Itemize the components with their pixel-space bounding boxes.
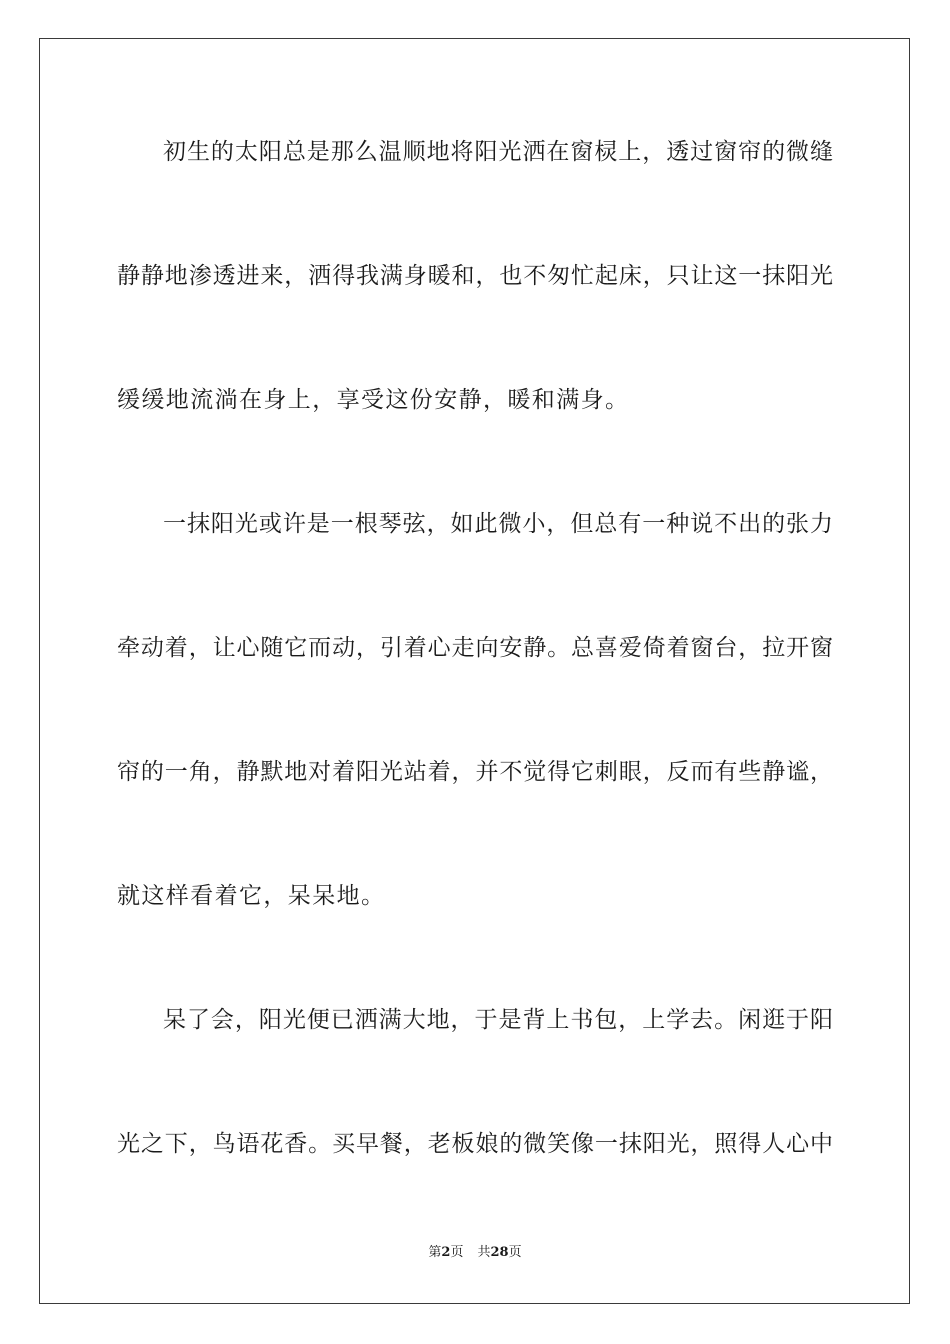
- total-prefix: 共: [477, 1245, 491, 1260]
- paragraph-1-line-3: 缓缓地流淌在身上，享受这份安静，暖和满身。: [117, 387, 630, 413]
- current-page-number: 2: [441, 1245, 451, 1260]
- total-suffix: 页: [508, 1245, 522, 1260]
- paragraph-1-line-1: 初生的太阳总是那么温顺地将阳光洒在窗棂上，透过窗帘的微缝: [163, 139, 833, 165]
- total-page-count: 28: [490, 1245, 509, 1260]
- paragraph-2-line-2: 牵动着，让心随它而动，引着心走向安静。总喜爱倚着窗台，拉开窗: [117, 635, 833, 661]
- paragraph-2-line-3: 帘的一角，静默地对着阳光站着，并不觉得它刺眼，反而有些静谧，: [117, 759, 833, 785]
- paragraph-2-line-4: 就这样看着它，呆呆地。: [117, 883, 386, 909]
- page-prefix: 第: [428, 1245, 442, 1260]
- page-suffix: 页: [450, 1245, 464, 1260]
- page-footer: [0, 1245, 950, 1261]
- paragraph-2-line-1: 一抹阳光或许是一根琴弦，如此微小，但总有一种说不出的张力: [163, 511, 833, 537]
- paragraph-3-line-2: 光之下，鸟语花香。买早餐，老板娘的微笑像一抹阳光，照得人心中: [117, 1131, 833, 1157]
- paragraph-1-line-2: 静静地渗透进来，洒得我满身暖和，也不匆忙起床，只让这一抹阳光: [117, 263, 833, 289]
- page-border: [39, 38, 910, 1304]
- paragraph-3-line-1: 呆了会，阳光便已洒满大地，于是背上书包，上学去。闲逛于阳: [163, 1007, 833, 1033]
